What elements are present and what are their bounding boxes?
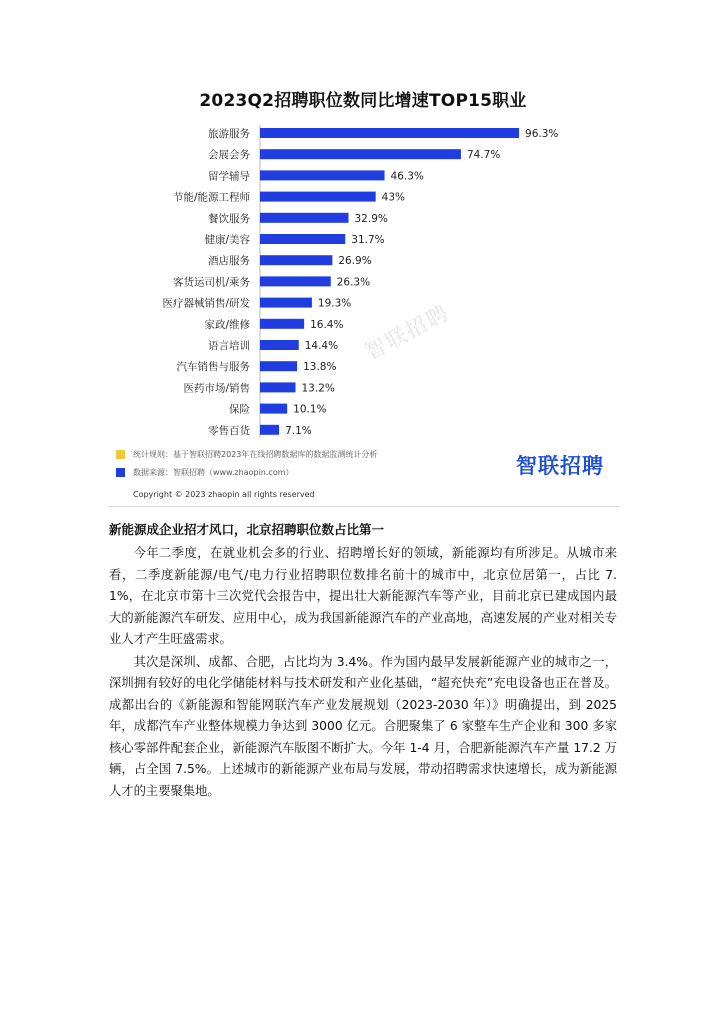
category-label: 酒店服务 [208,255,250,268]
divider [108,506,620,507]
data-label: 7.1% [285,424,312,437]
category-label: 留学辅导 [208,170,250,183]
chart-legend [116,448,616,488]
data-label: 13.2% [301,382,335,395]
data-label: 13.8% [303,361,337,374]
bar [260,128,519,138]
bar [260,361,297,371]
bar [260,213,349,223]
category-label: 保险 [229,403,250,416]
category-label: 医疗器械销售/研发 [162,297,250,310]
category-label: 零售百货 [208,424,250,437]
bar [260,404,287,414]
bar [260,425,279,435]
legend-source-swatch [116,468,125,477]
data-label: 32.9% [354,212,388,225]
chart-title: 2023Q2招聘职位数同比增速TOP15职业 [199,91,527,111]
data-label: 96.3% [525,128,559,140]
category-label: 客货运司机/乘务 [172,276,250,289]
data-label: 14.4% [304,340,339,352]
category-label: 家政/维修 [204,318,250,331]
data-label: 19.3% [317,297,352,310]
bar [260,319,304,329]
category-label: 节能/能源工程师 [172,191,250,204]
watermark: 智联招聘 [360,300,454,365]
category-label: 会展会务 [208,149,250,162]
legend-note-label: 统计规则：基于智联招聘2023年在线招聘数据库的数据监测统计分析 [133,449,378,459]
article-paragraph-1: 今年二季度，在就业机会多的行业、招聘增长好的领域，新能源均有所涉足。从城市来看，二季度新能源/电气/电力行业招聘职位数排名前十的城市中，北京位居第一，占比 7.1%，在北京市第十三次党代会报告中，提出壮大新能源汽车等产业，目前北京已建成国内最大的新能源汽车研发、应用中心，成为我国新能源汽车的产业高地，高速发展的产业对相关专业人才产生旺盛需求。 [109,546,617,646]
article-paragraph-2: 其次是深圳、成都、合肥，占比均为 3.4%。作为国内最早发展新能源产业的城市之一，深圳拥有较好的电化学储能材料与技术研发和产业化基础，“超充快充”充电设备也正在普及。成都出台的《新能源和智能网联汽车产业发展规划（2023-2030 年）》明确提出，到 2025 年，成都汽车产业整体规模力争达到 3000 亿元。合肥聚集了 6 家整车生产企业和 300 多家核心零部件配套企业，新能源汽车版图不断扩大。今年 1-4 月，合肥新能源汽车产量 17.2 万辆，占全国 7.5%。上述城市的新能源产业布局与发展，带动招聘需求快速增长，成为新能源人才的主要聚集地。 [109,654,617,798]
data-label: 43% [381,191,406,204]
bar [260,276,331,286]
category-label: 语言培训 [208,340,250,352]
data-label: 10.1% [293,403,327,416]
category-label: 医药市场/销售 [183,382,250,395]
legend-note [116,448,377,460]
category-label: 旅游服务 [208,128,250,140]
article-heading: 新能源成企业招才风口，北京招聘职位数占比第一 [109,522,385,537]
category-label: 汽车销售与服务 [176,361,250,374]
bar-chart [109,78,617,448]
legend-note-swatch [116,450,125,459]
category-label: 餐饮服务 [208,212,250,225]
bar [260,382,296,392]
category-label: 健康/美容 [204,234,250,246]
brand-logo: 智联招聘 [516,454,604,478]
legend-source-label: 数据来源：智联招聘（www.zhaopin.com） [133,467,294,477]
bar [260,255,332,265]
data-label: 74.7% [466,149,501,162]
article [109,519,617,803]
chart-card [109,78,617,478]
legend-source [116,466,294,478]
copyright: Copyright © 2023 zhaopin all rights reserved [133,490,315,499]
data-label: 26.3% [336,276,371,289]
data-label: 31.7% [351,234,385,246]
data-label: 16.4% [310,318,344,331]
bar [260,170,385,180]
bar [260,149,461,159]
data-label: 26.9% [338,255,372,268]
data-label: 46.3% [390,170,424,183]
bar [260,340,299,350]
bar [260,192,376,202]
bar [260,234,345,244]
bar [260,298,312,308]
